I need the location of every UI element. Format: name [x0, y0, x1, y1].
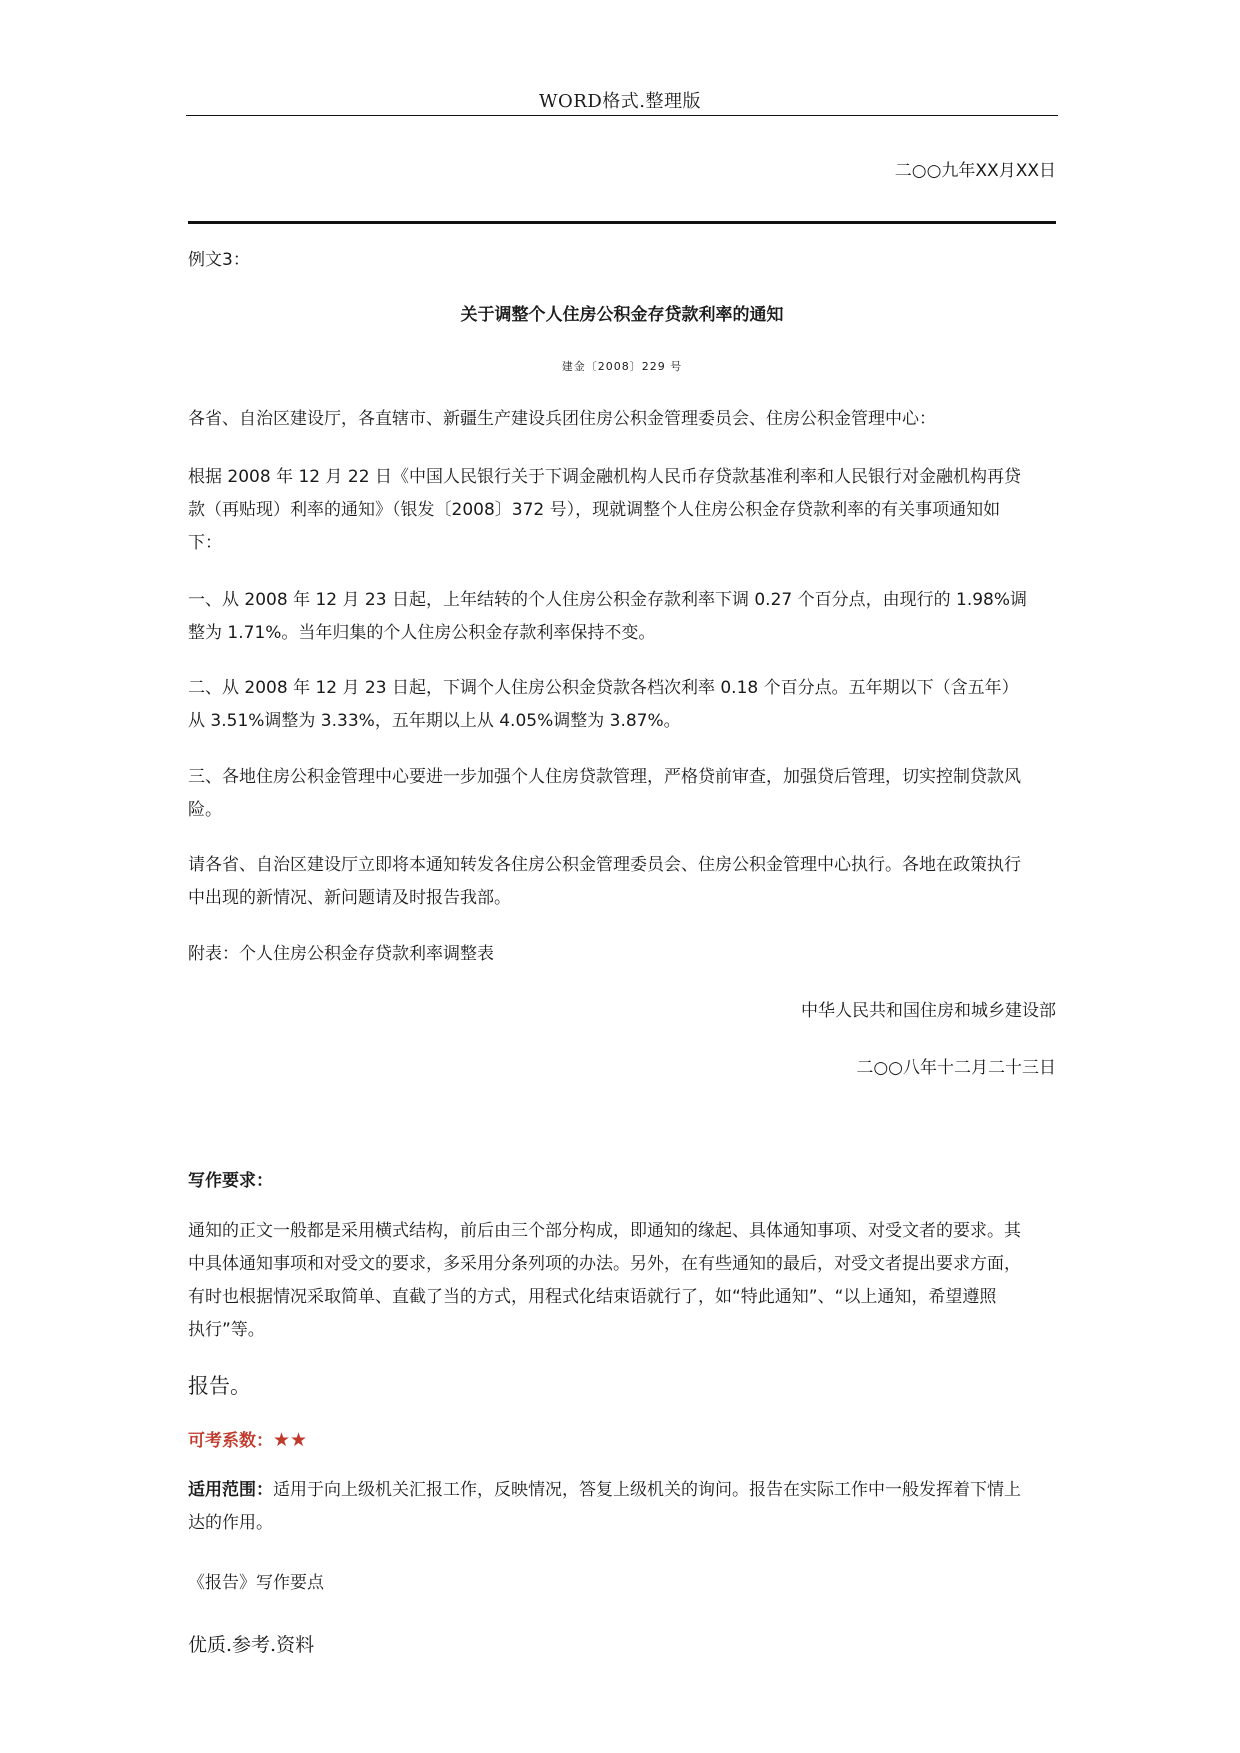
- item-line: 三、各地住房公积金管理中心要进一步加强个人住房贷款管理，严格贷前审查，加强贷后管理，切实控制贷款风: [188, 767, 1021, 787]
- top-date: 二○○九年XX月XX日: [894, 161, 1056, 181]
- page-header-title: WORD格式.整理版: [539, 91, 701, 112]
- intro-line: 下：: [188, 533, 222, 553]
- report-scope-paragraph: [188, 1474, 1056, 1540]
- notice-item-1: [188, 584, 1056, 650]
- header-divider: [186, 115, 1058, 116]
- notice-issue-date: 二○○八年十二月二十三日: [856, 1058, 1056, 1078]
- intro-line: 根据 2008 年 12 月 22 日《中国人民银行关于下调金融机构人民币存贷款基准利率和人民银行对金融机构再贷: [188, 467, 1021, 487]
- item-line: 整为 1.71%。当年归集的个人住房公积金存款利率保持不变。: [188, 623, 656, 643]
- report-section-title: 报告。: [188, 1374, 251, 1398]
- writing-line: 执行”等。: [188, 1320, 265, 1340]
- notice-intro-paragraph: [188, 461, 1056, 560]
- scope-text: 适用于向上级机关汇报工作，反映情况，答复上级机关的询问。报告在实际工作中一般发挥着下情上: [273, 1480, 1021, 1500]
- attachment-line: 附表：个人住房公积金存贷款利率调整表: [188, 944, 494, 964]
- scope-line: [188, 1474, 1056, 1507]
- notice-item-2: [188, 672, 1056, 738]
- intro-line: 款（再贴现）利率的通知》（银发〔2008〕372 号），现就调整个人住房公积金存贷款利率的有关事项通知如: [188, 500, 1001, 520]
- writing-requirements-heading: 写作要求：: [188, 1171, 273, 1191]
- notice-item-3: [188, 761, 1056, 827]
- scope-label: 适用范围：: [188, 1480, 273, 1500]
- notice-recipients: [188, 403, 1056, 436]
- writing-line: 通知的正文一般都是采用横式结构，前后由三个部分构成，即通知的缘起、具体通知事项、对受文者的要求。其: [188, 1221, 1021, 1241]
- notice-title: 关于调整个人住房公积金存贷款利率的通知: [460, 305, 784, 325]
- item-line: 一、从 2008 年 12 月 23 日起，上年结转的个人住房公积金存款利率下调 0.27 个百分点，由现行的 1.98%调: [188, 590, 1028, 610]
- report-points-title: 《报告》写作要点: [188, 1573, 324, 1593]
- report-rating: [188, 1426, 1056, 1451]
- section-divider: [188, 221, 1056, 224]
- rating-label: 可考系数：: [188, 1431, 273, 1451]
- notice-attachment: [188, 938, 1056, 971]
- item-line: 险。: [188, 800, 222, 820]
- notice-issuer: 中华人民共和国住房和城乡建设部: [801, 1001, 1056, 1021]
- scope-line: 达的作用。: [188, 1513, 273, 1533]
- star-icon: ★★: [273, 1429, 308, 1451]
- notice-doc-number: 建金〔2008〕229 号: [561, 360, 683, 373]
- recipients-line: 各省、自治区建设厅，各直辖市、新疆生产建设兵团住房公积金管理委员会、住房公积金管理中心：: [188, 409, 936, 429]
- request-line: 中出现的新情况、新问题请及时报告我部。: [188, 888, 511, 908]
- item-line: 二、从 2008 年 12 月 23 日起，下调个人住房公积金贷款各档次利率 0.18 个百分点。五年期以下（含五年）: [188, 678, 1019, 698]
- example-label: 例文3：: [188, 250, 250, 270]
- writing-requirements-paragraph: [188, 1215, 1056, 1347]
- writing-line: 中具体通知事项和对受文的要求，多采用分条列项的办法。另外，在有些通知的最后，对受文者提出要求方面，: [188, 1254, 1021, 1274]
- item-line: 从 3.51%调整为 3.33%，五年期以上从 4.05%调整为 3.87%。: [188, 711, 681, 731]
- page-footer-text: 优质.参考.资料: [188, 1634, 315, 1656]
- notice-request-paragraph: [188, 849, 1056, 915]
- request-line: 请各省、自治区建设厅立即将本通知转发各住房公积金管理委员会、住房公积金管理中心执行。各地在政策执行: [188, 855, 1021, 875]
- writing-line: 有时也根据情况采取简单、直截了当的方式，用程式化结束语就行了，如“特此通知”、“以上通知，希望遵照: [188, 1287, 997, 1307]
